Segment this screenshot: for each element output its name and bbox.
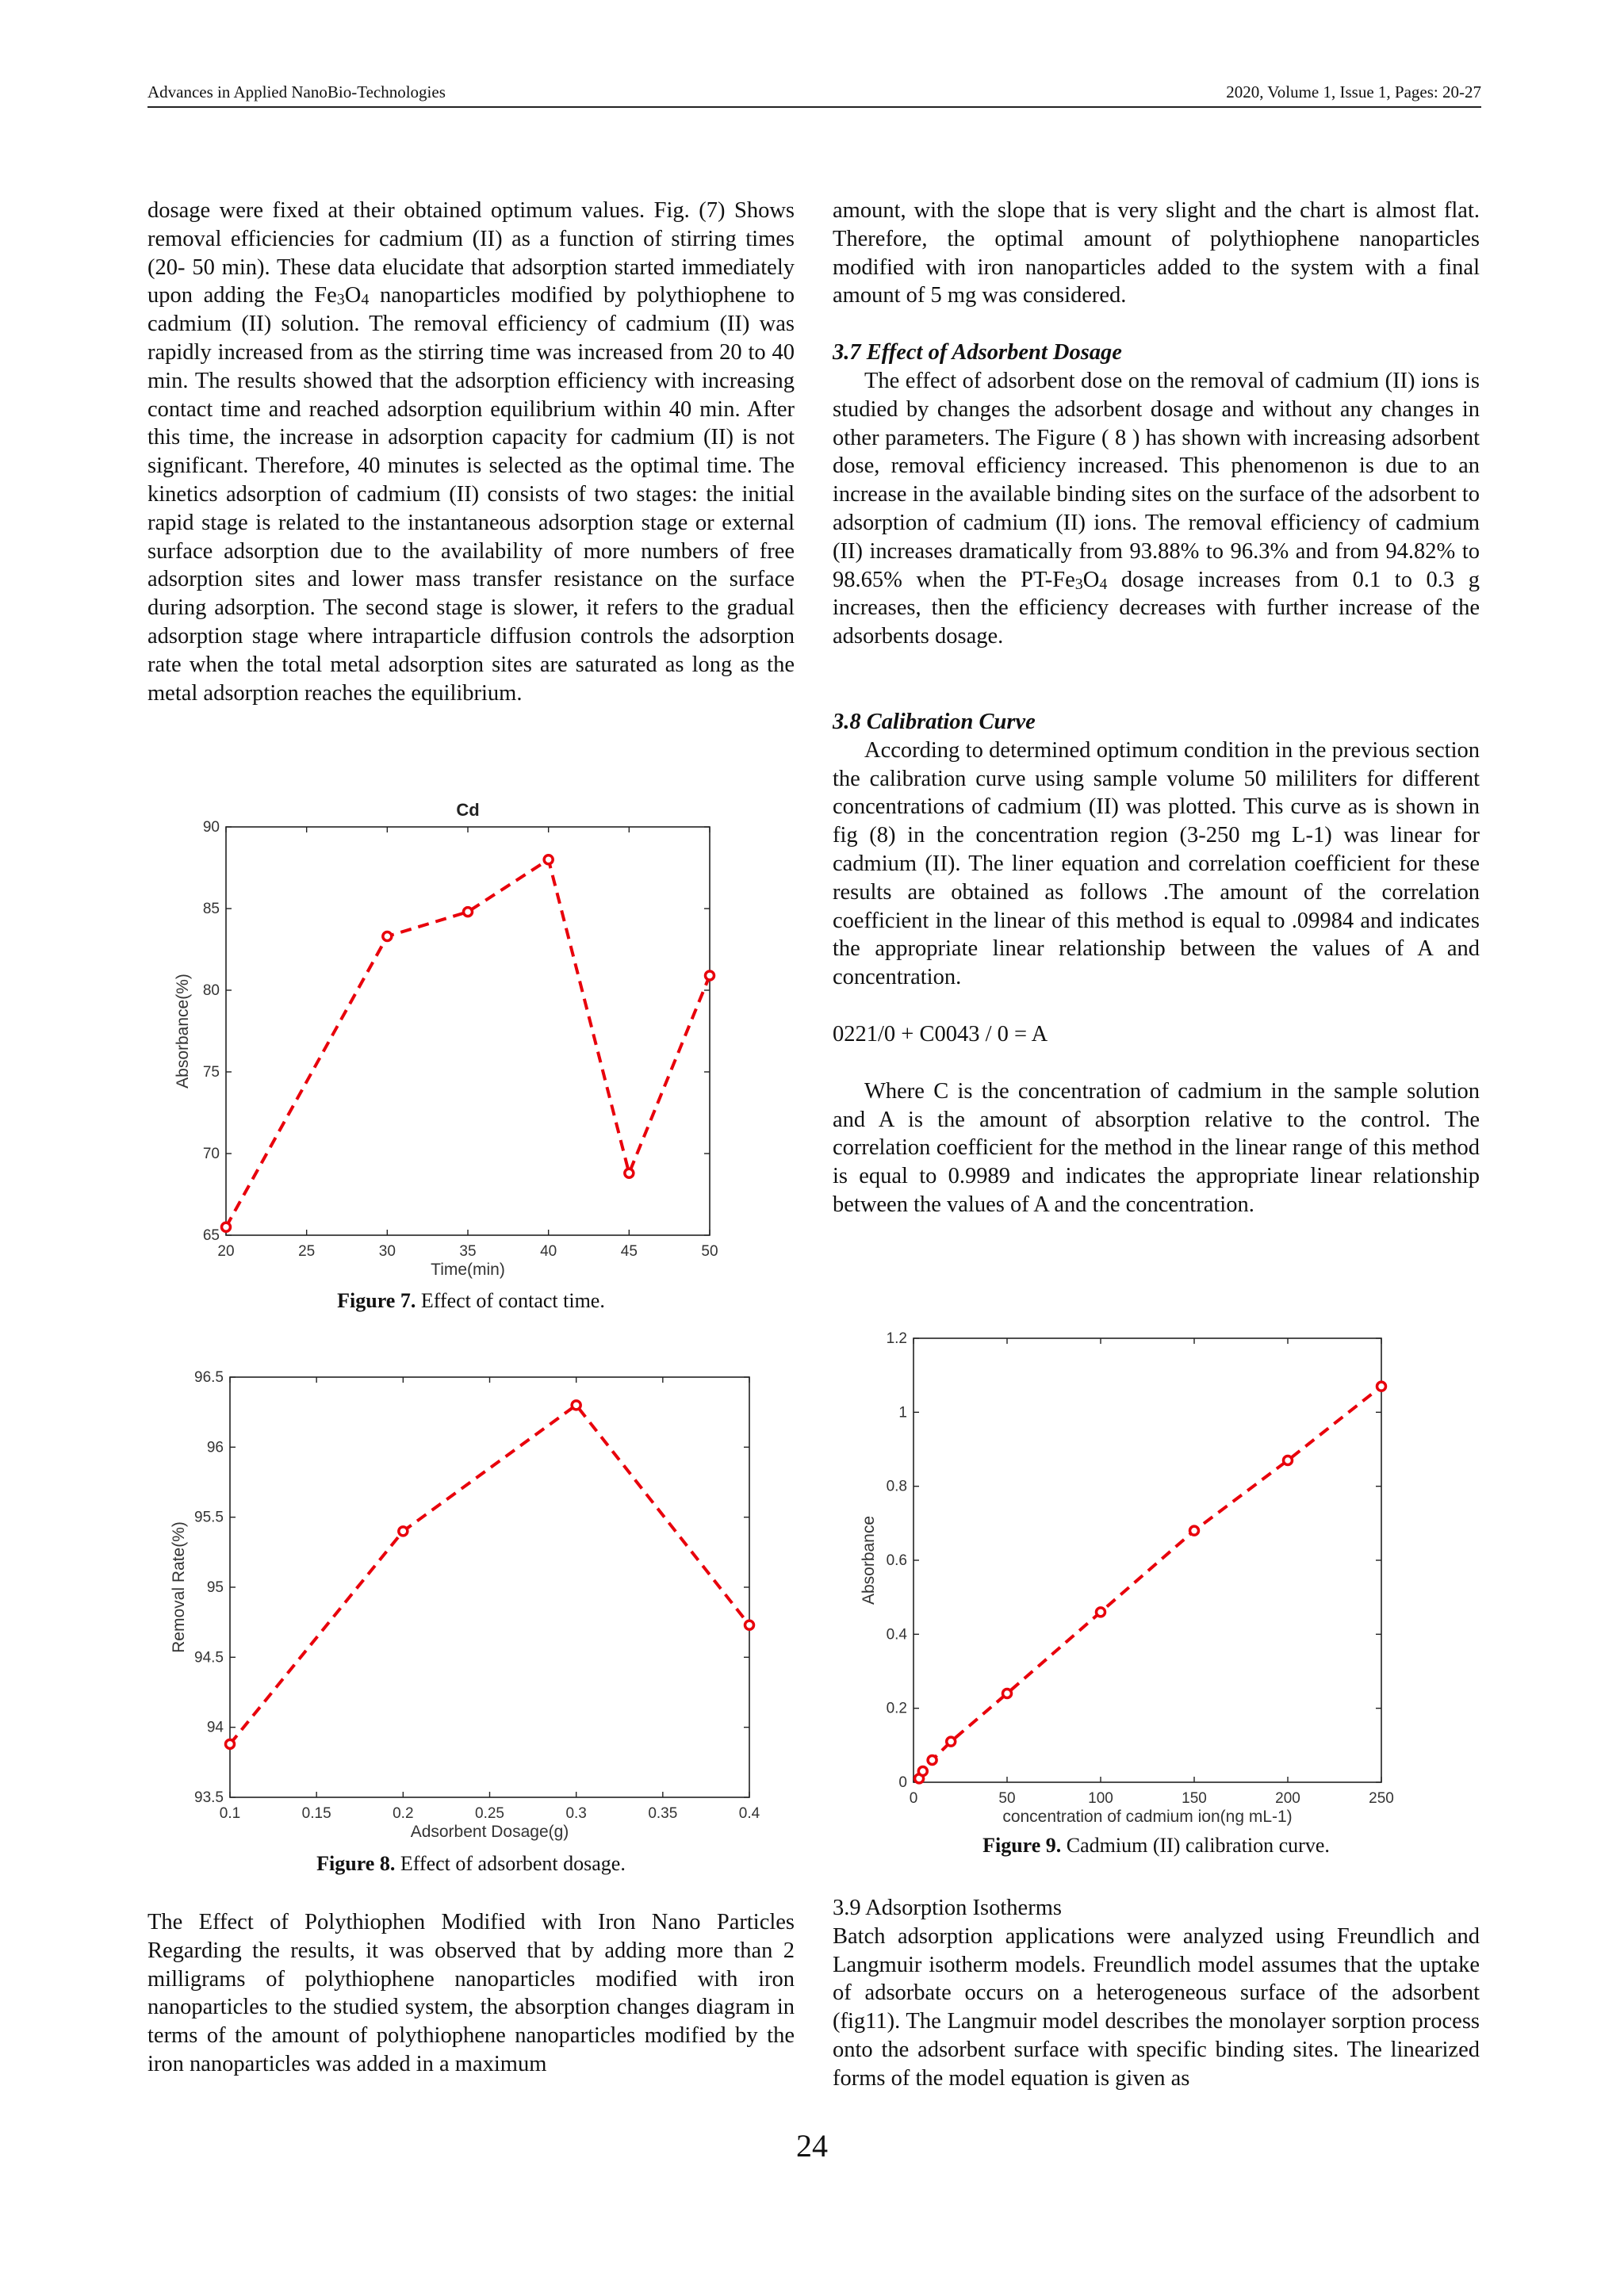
data-point	[947, 1737, 956, 1746]
y-tick-label: 65	[202, 1227, 220, 1244]
y-tick-label: 94	[206, 1719, 224, 1736]
data-point	[1377, 1382, 1386, 1391]
y-tick-label: 85	[202, 901, 220, 917]
x-axis-label: Time(min)	[431, 1261, 505, 1279]
section-3-9-heading: 3.9 Adsorption Isotherms	[833, 1896, 1062, 1920]
y-tick-label: 70	[202, 1146, 220, 1162]
chart-fig7	[170, 797, 726, 1292]
y-tick-label: 96.5	[194, 1369, 224, 1386]
x-tick-label: 0.35	[648, 1805, 678, 1822]
y-axis-label: Absorbance(%)	[174, 974, 192, 1089]
data-point	[572, 1401, 580, 1410]
x-tick-label: 0.25	[475, 1805, 504, 1822]
x-tick-label: 0.2	[393, 1805, 414, 1822]
y-axis-label: Removal Rate(%)	[170, 1521, 188, 1653]
plot-area-frame	[226, 827, 710, 1235]
y-tick-label: 0.4	[886, 1626, 907, 1644]
section-3-8-heading: 3.8 Calibration Curve	[833, 709, 1036, 734]
y-tick-label: 0.2	[886, 1700, 907, 1717]
x-tick-label: 0.1	[219, 1805, 241, 1822]
left-paragraph-2: The Effect of Polythiophen Modified with Iron Nano Particles Regarding the results, it was observed that by adding more than 2 milligrams of polythiophene nanoparticles modified with iron nanoparticles to the studied system, the absorption changes diagram in terms of the amount of polythiophene nanoparticles modified by the iron nanoparticles was added in a maximum	[147, 1910, 795, 2076]
data-point	[1097, 1608, 1105, 1617]
chart-fig8	[167, 1364, 769, 1851]
chart-title: Cd	[456, 800, 480, 820]
y-tick-label: 1	[898, 1404, 907, 1422]
section-3-7-heading: 3.7 Effect of Adsorbent Dosage	[833, 340, 1122, 365]
x-axis-label: Adsorbent Dosage(g)	[410, 1823, 569, 1841]
y-tick-label: 0	[898, 1774, 907, 1791]
x-tick-label: 0.4	[738, 1805, 760, 1822]
data-point	[383, 932, 392, 941]
data-point	[544, 855, 553, 864]
data-point	[706, 971, 714, 980]
data-point	[226, 1739, 235, 1748]
x-tick-label: 250	[1369, 1790, 1394, 1807]
y-tick-label: 96	[206, 1439, 224, 1456]
left-paragraph-1: dosage were fixed at their obtained optimum values. Fig. (7) Shows removal efficiencies for cadmium (II) as a function of stirring times (20- 50 min). These data elucidate that adsorption started immediately upon adding the $Fe_3O_4$ nanoparticles modified by polythiophene to cadmium (II) solution. The removal efficiency of cadmium (II) was rapidly increased from as the stirring time was increased from 20 to 40 min. The results showed that the adsorption efficiency with increasing contact time and reached adsorption equilibrium within 40 min. After this time, the increase in adsorption capacity for cadmium (II) is not significant. Therefore, 40 minutes is selected as the optimal time. The kinetics adsorption of cadmium (II) consists of two stages: the initial rapid stage is related to the instantaneous adsorption stage or external surface adsorption due to the availability of more numbers of free adsorption sites and lower mass transfer resistance on the surface during adsorption. The second stage is slower, it refers to the gradual adsorption stage where intraparticle diffusion controls the adsorption rate when the total metal adsorption sites are saturated as long as the metal adsorption reaches the equilibrium.	[147, 198, 795, 706]
data-point	[928, 1756, 936, 1765]
x-tick-label: 40	[540, 1243, 557, 1260]
x-tick-label: 100	[1088, 1790, 1113, 1807]
x-tick-label: 50	[701, 1243, 718, 1260]
equation: 0221/0 + C0043 / 0 = A	[833, 1021, 1048, 1047]
x-tick-label: 50	[998, 1790, 1016, 1807]
y-tick-label: 80	[202, 982, 220, 999]
figure-9-caption: Figure 9. Cadmium (II) calibration curve.	[982, 1834, 1330, 1857]
y-axis-label: Absorbance	[860, 1515, 878, 1605]
data-point	[1284, 1456, 1293, 1465]
figure-7-caption: Figure 7. Effect of contact time.	[337, 1289, 605, 1312]
y-tick-label: 75	[202, 1064, 220, 1081]
x-tick-label: 20	[217, 1243, 235, 1260]
data-point	[464, 908, 473, 916]
right-paragraph-1: amount, with the slope that is very slight and the chart is almost flat. Therefore, the optimal amount of polythiophene nanoparticles modified with iron nanoparticles added to the system with a final amount of 5 mg was considered.	[833, 198, 1480, 308]
x-tick-label: 30	[378, 1243, 396, 1260]
journal-name: Advances in Applied NanoBio-Technologies	[147, 82, 446, 101]
section-3-9-text: Batch adsorption applications were analyzed using Freundlich and Langmuir isotherm models. Freundlich model assumes that the uptake of adsorbate occurs on a heterogeneous surface of the adsorbent (fig11). The Langmuir model describes the monolayer sorption process onto the adsorbent surface with specific binding sites. The linearized forms of the model equation is given as	[833, 1923, 1480, 2091]
x-tick-label: 45	[620, 1243, 638, 1260]
data-point	[745, 1621, 754, 1629]
plot-area-frame	[914, 1338, 1381, 1782]
x-tick-label: 35	[459, 1243, 477, 1260]
section-3-8-text-b: Where C is the concentration of cadmium in the sample solution and A is the amount of absorption relative to the control. The correlation coefficient for the method in the linear range of this method is equal to 0.9989 and indicates the appropriate linear relationship between the values of A and the concentration.	[833, 1078, 1480, 1217]
data-point	[1003, 1689, 1012, 1698]
data-point	[1190, 1526, 1199, 1535]
y-tick-label: 95	[206, 1579, 224, 1596]
left-column	[147, 197, 795, 707]
y-tick-label: 95.5	[194, 1509, 224, 1526]
x-tick-label: 25	[298, 1243, 316, 1260]
y-tick-label: 0.8	[886, 1478, 907, 1495]
figure-8-caption: Figure 8. Effect of adsorbent dosage.	[316, 1852, 626, 1875]
x-tick-label: 0.3	[565, 1805, 587, 1822]
x-tick-label: 0.15	[301, 1805, 331, 1822]
data-point	[222, 1223, 231, 1231]
section-3-7-text: The effect of adsorbent dose on the removal of cadmium (II) ions is studied by changes the adsorbent dosage and without any changes in other parameters. The Figure ( 8 ) has shown with increasing adsorbent dose, removal efficiency increased. This phenomenon is due to an increase in the available binding sites on the surface of the adsorbent to adsorption of cadmium (II) ions. The removal efficiency of cadmium (II) increases dramatically from 93.88% to 96.3% and from 94.82% to 98.65% when the $PT-Fe_3O_4$ dosage increases from 0.1 to 0.3 g increases, then the efficiency decreases with further increase of the adsorbents dosage.	[833, 368, 1480, 649]
x-tick-label: 200	[1275, 1790, 1300, 1807]
right-column	[833, 197, 1480, 1219]
page-number: 24	[796, 2128, 828, 2164]
x-tick-label: 0	[909, 1790, 918, 1807]
header-rule	[147, 106, 1481, 108]
data-point	[625, 1169, 634, 1177]
x-tick-label: 150	[1182, 1790, 1207, 1807]
y-tick-label: 1.2	[886, 1330, 907, 1347]
y-tick-label: 94.5	[194, 1649, 224, 1667]
section-3-9	[833, 1894, 1480, 2093]
y-tick-label: 93.5	[194, 1789, 224, 1806]
issue-info: 2020, Volume 1, Issue 1, Pages: 20-27	[1226, 82, 1481, 101]
section-3-8-text: According to determined optimum condition in the previous section the calibration curve using sample volume 50 mililiters for different concentrations of cadmium (II) was plotted. This curve as is shown in fig (8) in the concentration region (3-250 mg L-1) was linear for cadmium (II). The liner equation and correlation coefficient for these results are obtained as follows .The amount of the correlation coefficient in the linear of this method is equal to .09984 and indicates the appropriate linear relationship between the values of A and concentration.	[833, 737, 1480, 990]
y-tick-label: 90	[202, 819, 220, 836]
data-point	[918, 1767, 927, 1776]
x-axis-label: concentration of cadmium ion(ng mL-1)	[1002, 1808, 1293, 1826]
y-tick-label: 0.6	[886, 1552, 907, 1569]
plot-area-frame	[230, 1377, 749, 1797]
running-header	[147, 82, 1481, 106]
data-point	[399, 1527, 408, 1536]
chart-fig9	[856, 1322, 1411, 1830]
